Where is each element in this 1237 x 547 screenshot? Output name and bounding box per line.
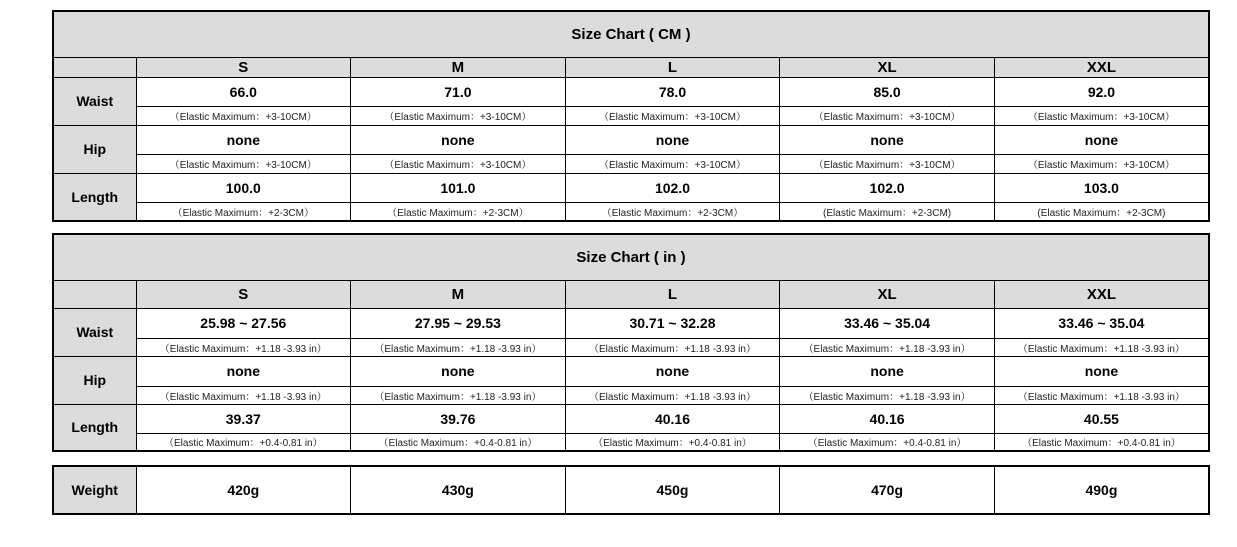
value-cell: none <box>351 356 566 386</box>
elastic-note: （Elastic Maximum：+3-10CM） <box>994 106 1209 125</box>
size-header-m: M <box>351 280 566 308</box>
elastic-note: (Elastic Maximum：+2-3CM) <box>994 202 1209 221</box>
row-label-weight: Weight <box>53 466 136 514</box>
elastic-note: （Elastic Maximum：+1.18 -3.93 in） <box>136 386 351 404</box>
size-header-xl: XL <box>780 280 995 308</box>
value-cell: none <box>780 356 995 386</box>
value-cell: none <box>136 125 351 154</box>
value-cell: 101.0 <box>351 173 566 202</box>
value-cell: 39.76 <box>351 404 566 433</box>
value-cell: 78.0 <box>565 77 780 106</box>
size-header-s: S <box>136 280 351 308</box>
weight-value-m: 430g <box>351 466 566 514</box>
elastic-note: （Elastic Maximum：+3-10CM） <box>565 154 780 173</box>
value-cell: none <box>565 356 780 386</box>
weight-value-xxl: 490g <box>994 466 1209 514</box>
value-cell: 40.55 <box>994 404 1209 433</box>
elastic-note: （Elastic Maximum：+1.18 -3.93 in） <box>136 338 351 356</box>
value-cell: 30.71 ~ 32.28 <box>565 308 780 338</box>
elastic-note: （Elastic Maximum：+2-3CM） <box>136 202 351 221</box>
size-header-s: S <box>136 57 351 77</box>
elastic-note: （Elastic Maximum：+1.18 -3.93 in） <box>780 386 995 404</box>
elastic-note: （Elastic Maximum：+3-10CM） <box>136 154 351 173</box>
elastic-note: （Elastic Maximum：+2-3CM） <box>565 202 780 221</box>
value-cell: none <box>136 356 351 386</box>
elastic-note: （Elastic Maximum：+1.18 -3.93 in） <box>351 386 566 404</box>
value-cell: none <box>994 356 1209 386</box>
elastic-note: （Elastic Maximum：+0.4-0.81 in） <box>994 433 1209 451</box>
size-chart-cm-title: Size Chart ( CM ) <box>53 11 1209 57</box>
elastic-note: （Elastic Maximum：+3-10CM） <box>351 154 566 173</box>
value-cell: none <box>780 125 995 154</box>
weight-value-s: 420g <box>136 466 351 514</box>
corner-cell <box>53 280 136 308</box>
value-cell: 71.0 <box>351 77 566 106</box>
elastic-note: （Elastic Maximum：+1.18 -3.93 in） <box>780 338 995 356</box>
size-header-l: L <box>565 280 780 308</box>
elastic-note: （Elastic Maximum：+1.18 -3.93 in） <box>565 338 780 356</box>
elastic-note: （Elastic Maximum：+0.4-0.81 in） <box>351 433 566 451</box>
value-cell: 33.46 ~ 35.04 <box>994 308 1209 338</box>
size-chart-in-table <box>52 233 1210 452</box>
row-label-waist: Waist <box>53 308 136 356</box>
size-chart-cm-table <box>52 10 1210 222</box>
elastic-note: （Elastic Maximum：+3-10CM） <box>136 106 351 125</box>
value-cell: 33.46 ~ 35.04 <box>780 308 995 338</box>
elastic-note: （Elastic Maximum：+3-10CM） <box>780 106 995 125</box>
value-cell: 92.0 <box>994 77 1209 106</box>
value-cell: 27.95 ~ 29.53 <box>351 308 566 338</box>
value-cell: 103.0 <box>994 173 1209 202</box>
row-label-hip: Hip <box>53 125 136 173</box>
value-cell: none <box>351 125 566 154</box>
elastic-note: （Elastic Maximum：+1.18 -3.93 in） <box>351 338 566 356</box>
value-cell: none <box>994 125 1209 154</box>
value-cell: 40.16 <box>565 404 780 433</box>
size-header-xl: XL <box>780 57 995 77</box>
elastic-note: （Elastic Maximum：+2-3CM） <box>351 202 566 221</box>
weight-value-l: 450g <box>565 466 780 514</box>
corner-cell <box>53 57 136 77</box>
value-cell: 25.98 ~ 27.56 <box>136 308 351 338</box>
weight-value-xl: 470g <box>780 466 995 514</box>
row-label-length: Length <box>53 173 136 221</box>
size-chart-in-title: Size Chart ( in ) <box>53 234 1209 280</box>
value-cell: 66.0 <box>136 77 351 106</box>
elastic-note: （Elastic Maximum：+3-10CM） <box>351 106 566 125</box>
row-label-hip: Hip <box>53 356 136 404</box>
elastic-note: （Elastic Maximum：+3-10CM） <box>780 154 995 173</box>
elastic-note: (Elastic Maximum：+2-3CM) <box>780 202 995 221</box>
value-cell: 102.0 <box>780 173 995 202</box>
elastic-note: （Elastic Maximum：+3-10CM） <box>994 154 1209 173</box>
value-cell: 40.16 <box>780 404 995 433</box>
elastic-note: （Elastic Maximum：+0.4-0.81 in） <box>565 433 780 451</box>
elastic-note: （Elastic Maximum：+3-10CM） <box>565 106 780 125</box>
value-cell: 39.37 <box>136 404 351 433</box>
value-cell: 85.0 <box>780 77 995 106</box>
elastic-note: （Elastic Maximum：+1.18 -3.93 in） <box>994 338 1209 356</box>
value-cell: 100.0 <box>136 173 351 202</box>
elastic-note: （Elastic Maximum：+1.18 -3.93 in） <box>994 386 1209 404</box>
weight-table <box>52 465 1210 515</box>
row-label-length: Length <box>53 404 136 451</box>
size-header-xxl: XXL <box>994 57 1209 77</box>
row-label-waist: Waist <box>53 77 136 125</box>
size-header-m: M <box>351 57 566 77</box>
elastic-note: （Elastic Maximum：+0.4-0.81 in） <box>136 433 351 451</box>
value-cell: none <box>565 125 780 154</box>
size-header-l: L <box>565 57 780 77</box>
elastic-note: （Elastic Maximum：+0.4-0.81 in） <box>780 433 995 451</box>
elastic-note: （Elastic Maximum：+1.18 -3.93 in） <box>565 386 780 404</box>
size-header-xxl: XXL <box>994 280 1209 308</box>
value-cell: 102.0 <box>565 173 780 202</box>
